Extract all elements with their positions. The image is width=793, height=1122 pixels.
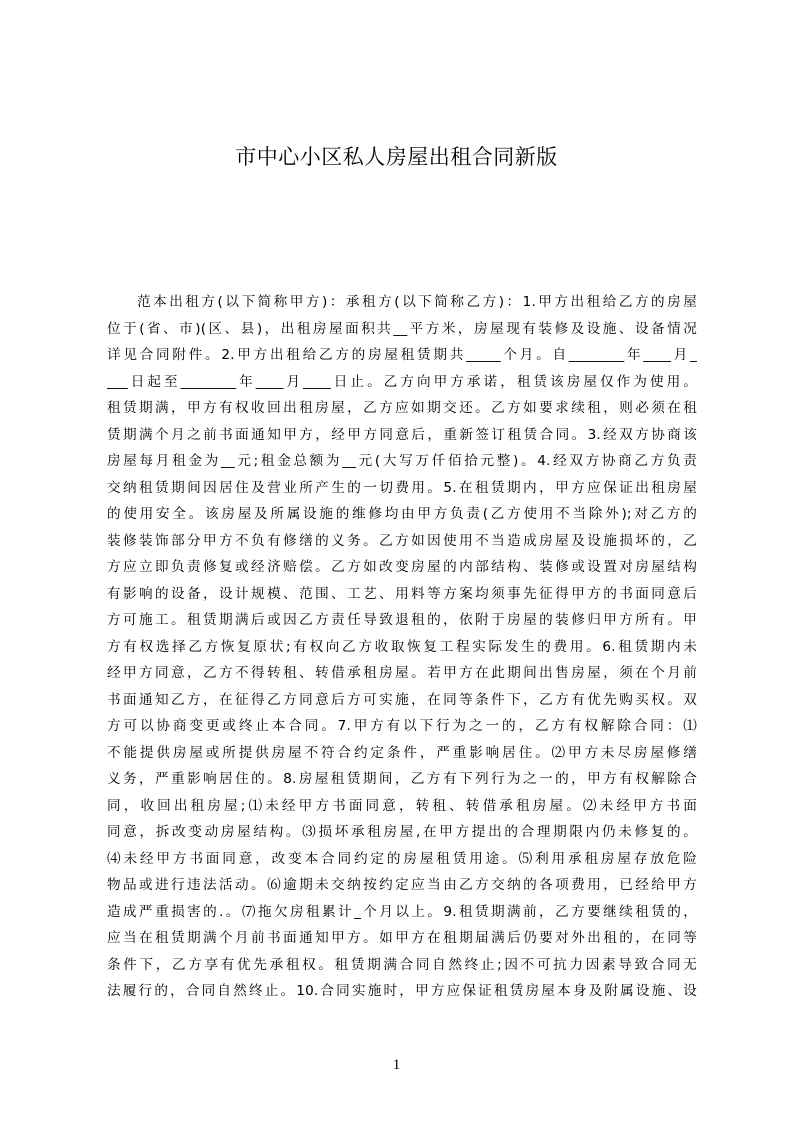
paragraph-line: 方有权选择乙方恢复原状;有权向乙方收取恢复工程实际发生的费用。6.租赁期内未 <box>107 638 697 655</box>
paragraph-line: 同意，拆改变动房屋结构。⑶损坏承租房屋,在甲方提出的合理期限内仍未修复的。 <box>107 824 697 840</box>
paragraph-line: 租赁期满，甲方有权收回出租房屋，乙方应如期交还。乙方如要求续租，则必须在租 <box>107 400 697 416</box>
paragraph-line: 装修装饰部分甲方不负有修缮的义务。乙方如因使用不当造成房屋及设施损坏的，乙 <box>107 532 697 549</box>
paragraph-line: 不能提供房屋或所提供房屋不符合约定条件，严重影响居住。⑵甲方未尽房屋修缮 <box>107 744 697 761</box>
paragraph-line: 义务，严重影响居住的。8.房屋租赁期间，乙方有下列行为之一的，甲方有权解除合 <box>107 771 697 787</box>
document-title: 市中心小区私人房屋出租合同新版 <box>235 145 558 169</box>
paragraph-line: 条件下，乙方享有优先承租权。租赁期满合同自然终止;因不可抗力因素导致合同无 <box>107 956 697 973</box>
paragraph-line: 经甲方同意，乙方不得转租、转借承租房屋。若甲方在此期间出售房屋，须在个月前 <box>107 665 697 681</box>
paragraph-line: 方可施工。租赁期满后或因乙方责任导致退租的，依附于房屋的装修归甲方所有。甲 <box>107 612 697 628</box>
paragraph-line: 造成严重损害的.。⑺拖欠房租累计_个月以上。9.租赁期满前，乙方要继续租赁的， <box>107 903 697 920</box>
paragraph-line: 详见合同附件。2.甲方出租给乙方的房屋租赁期共_____个月。自________年____月_ <box>107 347 697 363</box>
paragraph-line: 方应立即负责修复或经济赔偿。乙方如改变房屋的内部结构、装修或设置对房屋结构 <box>107 559 697 575</box>
contract-body <box>107 289 697 1019</box>
paragraph-line: 位于(省、市)(区、县)，出租房屋面积共__平方米，房屋现有装修及设施、设备情况 <box>107 320 697 337</box>
paragraph-line: 法履行的，合同自然终止。10.合同实施时，甲方应保证租赁房屋本身及附属设施、设 <box>107 983 697 999</box>
page-number: 1 <box>392 1057 401 1073</box>
paragraph-line: 的使用安全。该房屋及所属设施的维修均由甲方负责(乙方使用不当除外);对乙方的 <box>107 506 697 522</box>
paragraph-line: 有影响的设备，设计规模、范围、工艺、用料等方案均须事先征得甲方的书面同意后 <box>107 585 697 602</box>
paragraph-line: ⑷未经甲方书面同意，改变本合同约定的房屋租赁用途。⑸利用承租房屋存放危险 <box>107 850 697 867</box>
paragraph-line: ___日起至________年____月____日止。乙方向甲方承诺，租赁该房屋仅作为使用。 <box>107 373 697 390</box>
paragraph-line: 方可以协商变更或终止本合同。7.甲方有以下行为之一的，乙方有权解除合同：⑴ <box>107 718 697 734</box>
paragraph-line: 范本出租方(以下简称甲方)：承租方(以下简称乙方)：1.甲方出租给乙方的房屋 <box>137 294 697 310</box>
paragraph-line: 房屋每月租金为__元;租金总额为__元(大写万仟佰拾元整)。4.经双方协商乙方负责 <box>107 453 697 469</box>
paragraph-line: 书面通知乙方，在征得乙方同意后方可实施，在同等条件下，乙方有优先购买权。双 <box>107 691 697 708</box>
paragraph-line: 物品或进行违法活动。⑹逾期未交纳按约定应当由乙方交纳的各项费用，已经给甲方 <box>107 877 697 893</box>
paragraph-line: 同，收回出租房屋;⑴未经甲方书面同意，转租、转借承租房屋。⑵未经甲方书面 <box>107 797 697 814</box>
paragraph-line: 交纳租赁期间因居住及营业所产生的一切费用。5.在租赁期内，甲方应保证出租房屋 <box>107 479 697 496</box>
paragraph-line: 赁期满个月之前书面通知甲方，经甲方同意后，重新签订租赁合同。3.经双方协商该 <box>107 426 697 443</box>
paragraph-line: 应当在租赁期满个月前书面通知甲方。如甲方在租期届满后仍要对外出租的，在同等 <box>107 930 697 946</box>
